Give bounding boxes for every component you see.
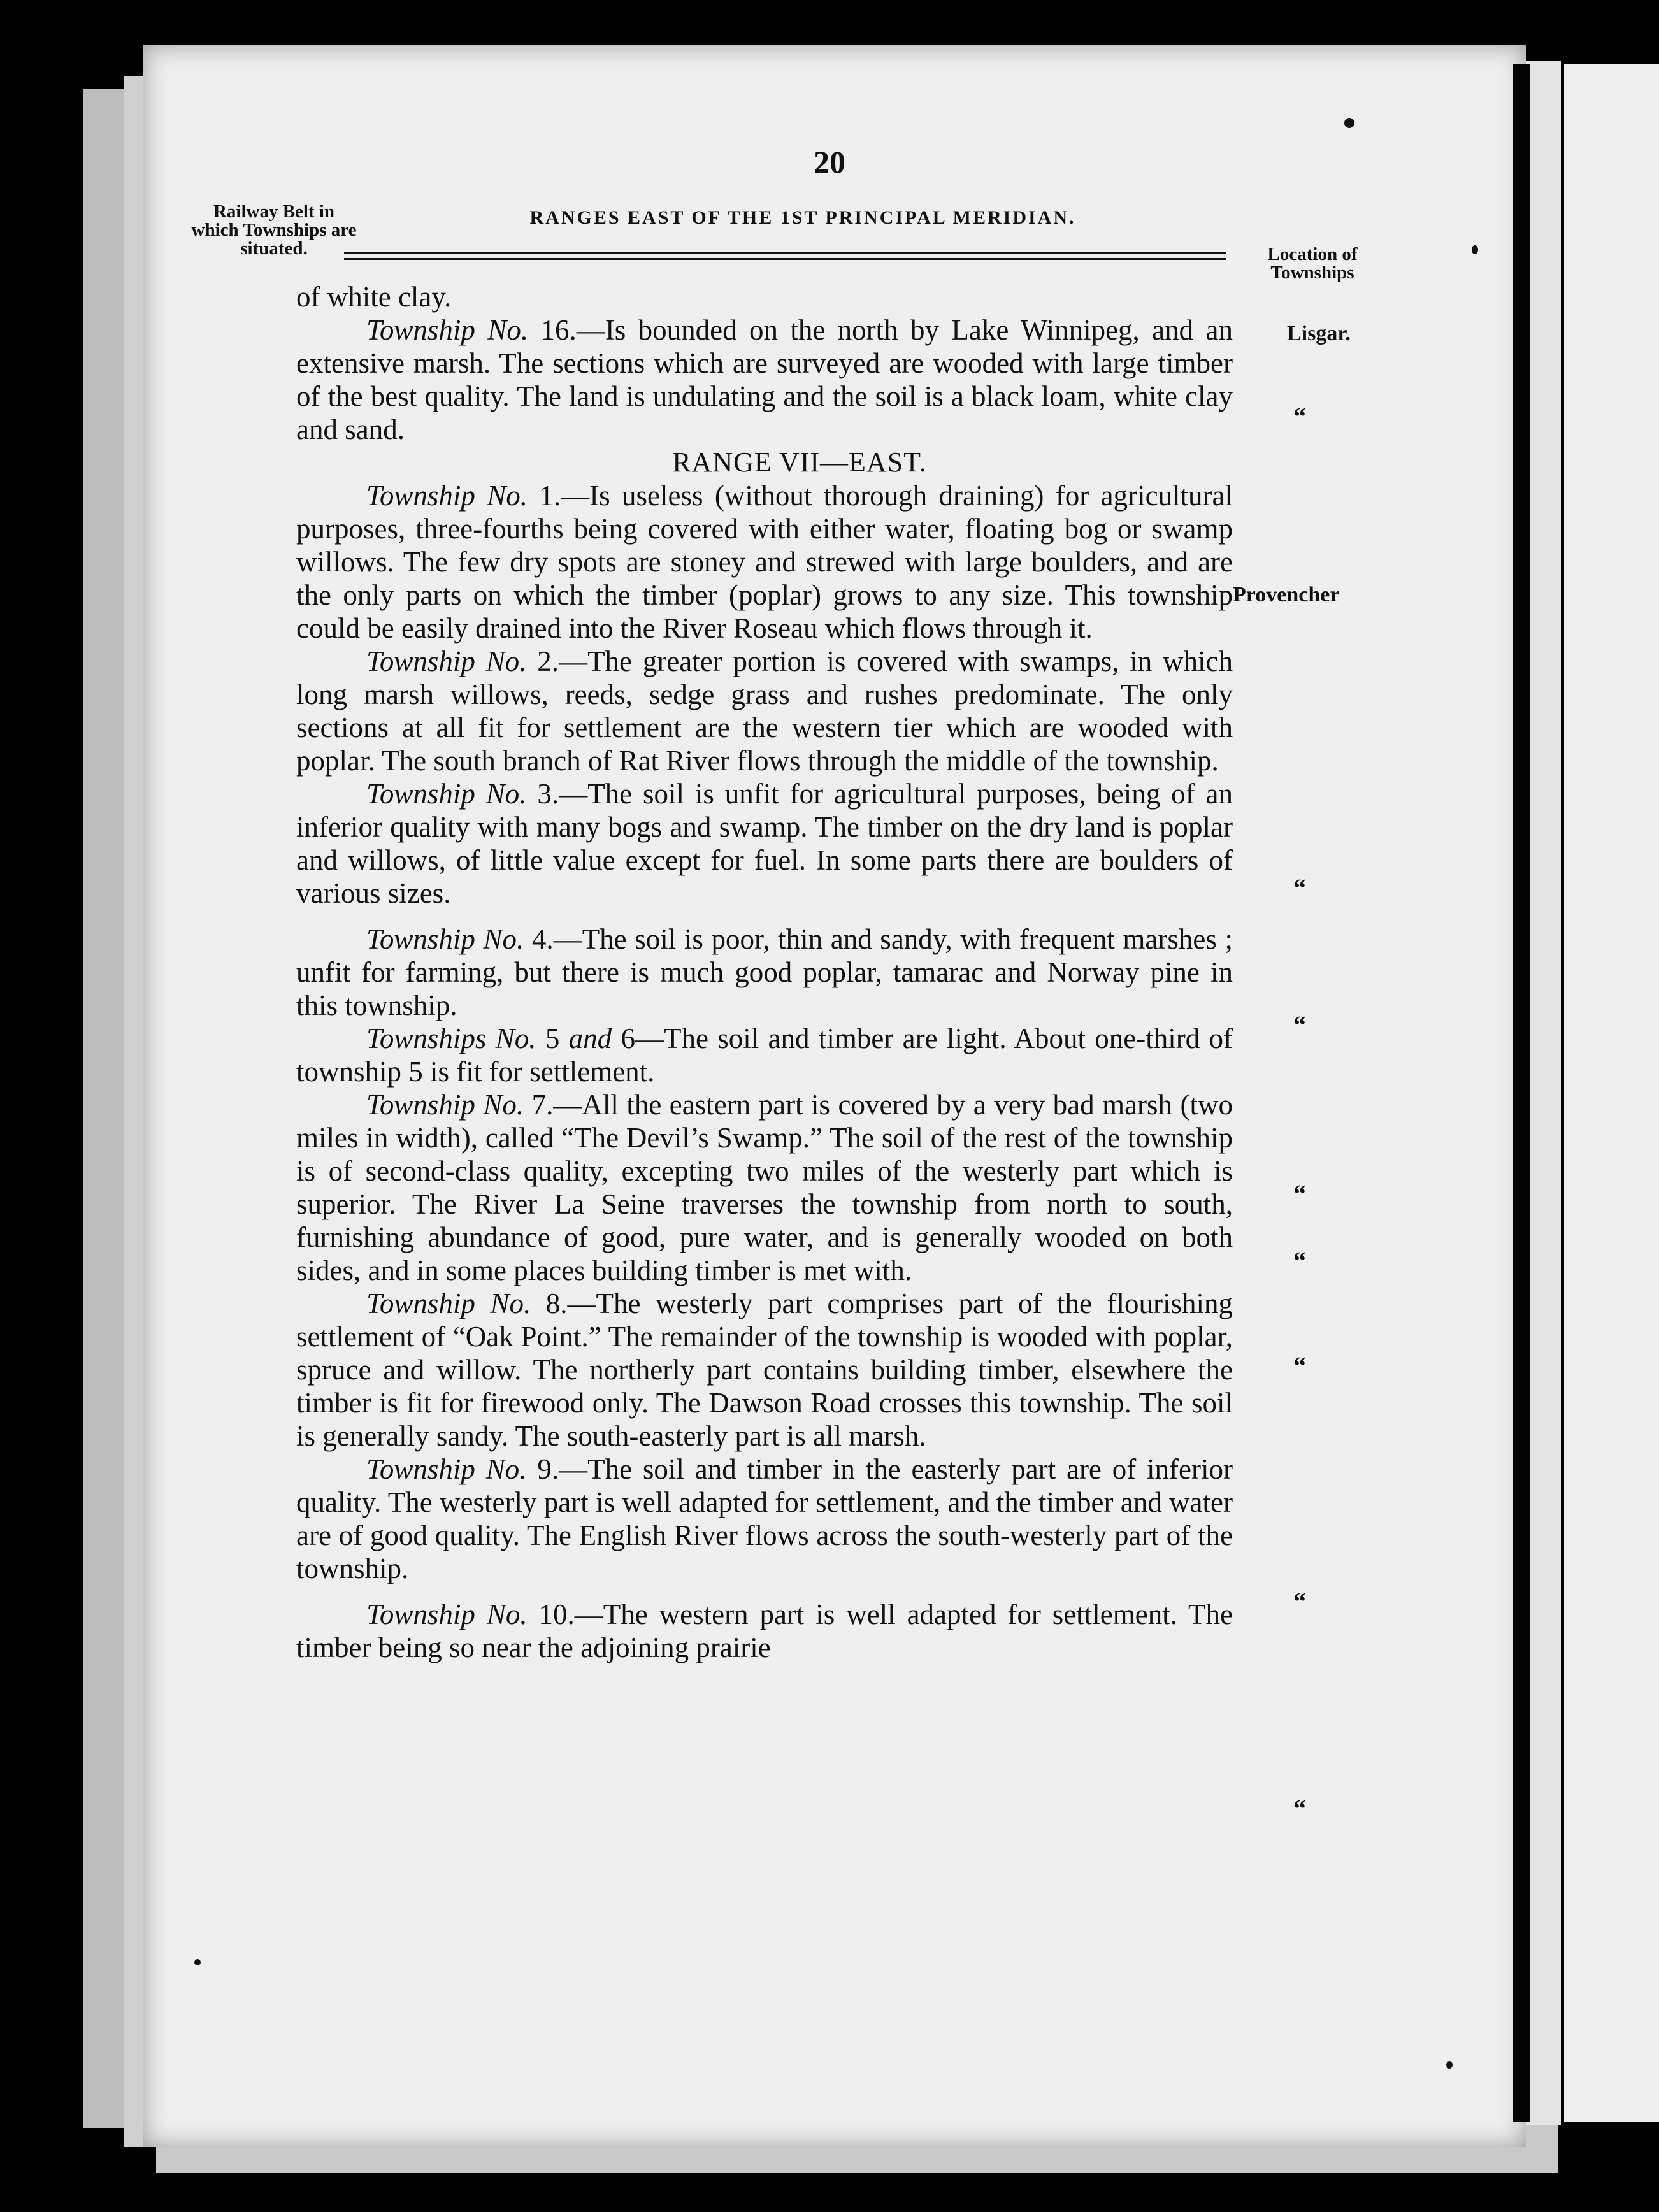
ditto-mark: “ [1293,1794,1306,1823]
header-rule [344,252,1226,254]
scan-speck [1446,2061,1453,2069]
scan-speck [1472,245,1478,254]
page-number: 20 [814,144,845,180]
township-3-paragraph: Township No. 3.—The soil is unfit for agricultural purposes, being of an inferior quality with many bogs and swamp. The timber on the dry land is poplar and willows, of little value except for fuel. In some parts there are boulders of various sizes. [296,778,1233,909]
township-label: Township No. [366,1089,524,1121]
location-label-provencher: Provencher [1233,583,1340,607]
township-16-paragraph: Township No. 16.—Is bounded on the north by Lake Winnipeg, and an extensive marsh. The sections which are surveyed are wooded with large timber of the best quality. The land is undulating and the soil is a black loam, white clay and sand. [296,314,1233,445]
township-label: Township No. [366,314,529,346]
facing-page [1564,64,1659,2122]
township-9-paragraph: Township No. 9.—The soil and timber in the easterly part are of inferior quality. The westerly part is well adapted for settlement, and the timber and water are of good quality. The English River flows across the south-westerly part of the township. [296,1453,1233,1584]
township-label: Township No. [366,923,524,955]
ditto-mark: “ [1293,1179,1306,1208]
left-margin-heading: Railway Belt in which Townships are situated. [191,201,357,259]
right-margin-heading: Location of Townships [1267,244,1358,283]
township-label: Township No. [366,1453,527,1485]
continuation-line: of white clay. [296,281,452,313]
ditto-mark: “ [1293,1587,1306,1616]
ditto-mark: “ [1293,402,1306,431]
ditto-mark: “ [1293,1351,1306,1380]
township-label: Township No. [366,1288,531,1319]
township-label: Township No. [366,778,527,810]
scan-speck [1344,118,1354,128]
scan-speck [194,1959,201,1965]
body-text [296,280,1233,1664]
book-spine [1513,64,1530,2122]
ditto-mark: “ [1293,1246,1306,1275]
running-head: RANGES EAST OF THE 1ST PRINCIPAL MERIDIAN. [529,207,1076,228]
header-rule [344,258,1226,260]
township-label: Township No. [366,480,528,512]
township-2-paragraph: Township No. 2.—The greater portion is covered with swamps, in which long marsh willows, reeds, sedge grass and rushes predominate. The only sections at all fit for settlement are the western tier which are wooded with poplar. The south branch of Rat River flows through the middle of the township. [296,645,1233,777]
ditto-mark: “ [1293,1010,1306,1039]
township-5-6-paragraph: Townships No. 5 and 6—The soil and timber are light. About one-third of township 5 is fit for settlement. [296,1023,1233,1088]
township-8-paragraph: Township No. 8.—The westerly part comprises part of the flourishing settlement of “Oak Point.” The remainder of the township is wooded with poplar, spruce and willow. The northerly part contains building timber, elsewhere the timber is fit for firewood only. The Dawson Road crosses this township. The soil is generally sandy. The south-easterly part is all marsh. [296,1288,1233,1452]
township-4-paragraph: Township No. 4.—The soil is poor, thin and sandy, with frequent marshes ; unfit for farming, but there is much good poplar, tamarac and Norway pine in this township. [296,923,1233,1021]
ditto-mark: “ [1293,873,1306,902]
township-label: Townships No. [366,1023,536,1054]
township-label: Township No. [366,645,527,677]
township-1-paragraph: Township No. 1.—Is useless (without thorough draining) for agricultural purposes, three-fourths being covered with either water, floating bog or swamp willows. The few dry spots are stoney and strewed with large boulders, and are the only parts on which the timber (poplar) grows to any size. This township could be easily drained into the River Roseau which flows through it. [296,480,1233,644]
township-label: Township No. [366,1598,528,1630]
township-7-paragraph: Township No. 7.—All the eastern part is covered by a very bad marsh (two miles in width), called “The Devil’s Swamp.” The soil of the rest of the township is of second-class quality, excepting two miles of the westerly part which is superior. The River La Seine traverses the township from north to south, furnishing abundance of good, pure water, and is generally wooded on both sides, and in some places building timber is met with. [296,1089,1233,1286]
township-10-paragraph: Township No. 10.—The western part is well adapted for settlement. The timber being so near the adjoining prairie [296,1598,1233,1663]
range-heading: RANGE VII—EAST. [672,447,927,478]
location-label-lisgar: Lisgar. [1287,322,1351,345]
